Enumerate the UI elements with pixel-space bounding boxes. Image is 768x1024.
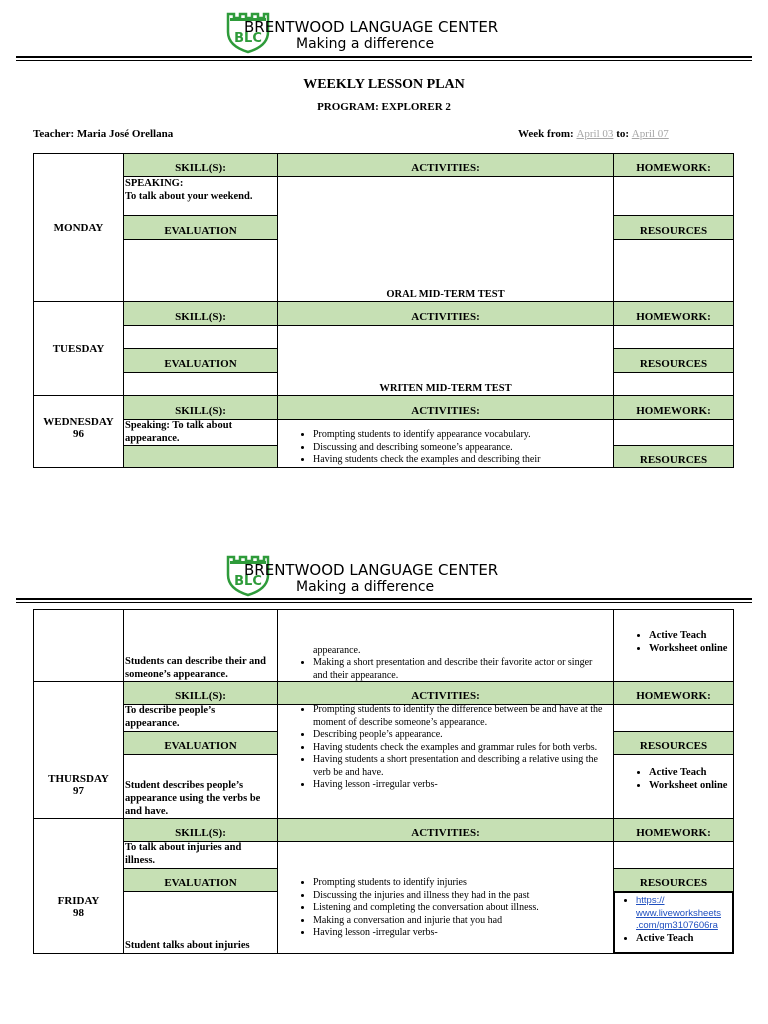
homework-header: HOMEWORK: — [613, 395, 734, 420]
resources-cell — [613, 372, 734, 396]
header-rule-thin — [16, 60, 752, 61]
resource-item: • Active Teach — [636, 933, 732, 946]
resource-item: • Active Teach — [649, 767, 733, 780]
day-cell-friday: FRIDAY 98 — [33, 818, 124, 954]
activity-item: • Having students check the examples and grammar rules for both verbs. — [313, 742, 611, 755]
homework-cell — [613, 704, 734, 732]
activities-list — [297, 704, 611, 792]
activities-cell — [277, 176, 614, 302]
evaluation-cell — [123, 372, 278, 396]
skills-header: SKILL(S): — [123, 153, 278, 177]
teacher-name: Teacher: Maria José Orellana — [33, 128, 174, 140]
evaluation-cell — [123, 239, 278, 302]
resources-list — [633, 630, 733, 655]
activities-list — [297, 429, 609, 467]
school-tagline: Making a difference — [296, 36, 435, 52]
day-cell-thursday: THURSDAY 97 — [33, 681, 124, 819]
activity-item: • Making a short presentation and describe their favorite actor or singer and their appearance. — [313, 657, 597, 682]
homework-header: HOMEWORK: — [613, 301, 734, 326]
activity-continued: appearance. — [313, 645, 361, 656]
evaluation-text: Student describes people’s appearance using the verbs be and have. — [125, 780, 261, 817]
homework-cell — [613, 176, 734, 216]
resource-link[interactable]: • https:// www.liveworksheets .com/gm3107606ra — [636, 895, 732, 933]
evaluation-header — [123, 445, 278, 468]
skills-header: SKILL(S): — [123, 681, 278, 705]
resources-list — [622, 895, 732, 945]
evaluation-header: EVALUATION — [123, 868, 278, 892]
day-cell-tuesday: TUESDAY — [33, 301, 124, 396]
evaluation-text: Students can describe their and someone’s appearance. — [125, 656, 266, 680]
resources-header: RESOURCES — [613, 868, 734, 892]
day-cell-continued — [33, 609, 124, 682]
resource-item: • Worksheet online — [649, 643, 733, 656]
homework-cell — [613, 325, 734, 349]
activity-item: • Having lesson -irregular verbs- — [313, 927, 611, 940]
resources-header: RESOURCES — [613, 348, 734, 373]
activity-item: • Making a conversation and injurie that you had — [313, 915, 611, 928]
svg-text:BLC: BLC — [234, 31, 262, 46]
homework-header: HOMEWORK: — [613, 153, 734, 177]
resource-item: • Active Teach — [649, 630, 733, 643]
day-cell-wednesday: WEDNESDAY 96 — [33, 395, 124, 468]
activities-header: ACTIVITIES: — [277, 395, 614, 420]
skill-title: SPEAKING: — [125, 178, 184, 189]
program-label: PROGRAM: EXPLORER 2 — [317, 101, 451, 113]
activity-item: • Discussing the injuries and illness they had in the past — [313, 890, 611, 903]
activities-list — [297, 657, 597, 682]
skills-header: SKILL(S): — [123, 395, 278, 420]
resources-header: RESOURCES — [613, 731, 734, 755]
evaluation-header: EVALUATION — [123, 731, 278, 755]
activity-item: • Listening and completing the conversation about illness. — [313, 902, 611, 915]
skill-text: To describe people’s appearance. — [125, 705, 216, 729]
activity-item: • Having students check the examples and describing their — [313, 454, 609, 467]
week-from-date: April 03 — [576, 128, 614, 140]
homework-header: HOMEWORK: — [613, 818, 734, 842]
resources-cell — [613, 239, 734, 302]
activity-item: • Describing people’s appearance. — [313, 729, 611, 742]
skill-text: To talk about your weekend. — [125, 191, 253, 202]
activity-item: • Prompting students to identify injuries — [313, 877, 611, 890]
activity-item: • Prompting students to identify the difference between be and have at the moment of describe someone’s appearance. — [313, 704, 611, 729]
svg-text:BLC: BLC — [234, 574, 262, 589]
school-name: BRENTWOOD LANGUAGE CENTER — [244, 18, 499, 36]
activities-header: ACTIVITIES: — [277, 301, 614, 326]
header-rule — [16, 56, 752, 58]
evaluation-header: EVALUATION — [123, 348, 278, 373]
activity-text: WRITEN MID-TERM TEST — [379, 383, 512, 394]
evaluation-text: Student talks about injuries — [125, 940, 250, 951]
skills-header: SKILL(S): — [123, 301, 278, 326]
resources-list — [633, 767, 733, 792]
resources-header: RESOURCES — [613, 215, 734, 240]
doc-title: WEEKLY LESSON PLAN — [303, 77, 465, 92]
activity-text: ORAL MID-TERM TEST — [386, 289, 505, 300]
header-rule-thin — [16, 602, 752, 603]
skill-cell — [123, 325, 278, 349]
activities-header: ACTIVITIES: — [277, 818, 614, 842]
activities-header: ACTIVITIES: — [277, 153, 614, 177]
school-name: BRENTWOOD LANGUAGE CENTER — [244, 561, 499, 579]
resource-item: • Worksheet online — [649, 780, 733, 793]
activity-item: • Discussing and describing someone’s appearance. — [313, 442, 609, 455]
skill-text: To talk about injuries and illness. — [125, 842, 242, 866]
skill-text: Speaking: To talk about appearance. — [125, 420, 233, 444]
activity-item: • Having students a short presentation and describing a relative using the verb be and have. — [313, 754, 611, 779]
activity-item: • Prompting students to identify appearance vocabulary. — [313, 429, 609, 442]
activities-header: ACTIVITIES: — [277, 681, 614, 705]
school-tagline: Making a difference — [296, 579, 435, 595]
week-range: Week from: April 03 to: April 07 — [518, 128, 669, 140]
header-rule — [16, 598, 752, 600]
day-cell-monday: MONDAY — [33, 153, 124, 302]
week-to-date: April 07 — [631, 128, 669, 140]
evaluation-header: EVALUATION — [123, 215, 278, 240]
activity-item: • Having lesson -irregular verbs- — [313, 779, 611, 792]
homework-cell — [613, 419, 734, 446]
homework-cell — [613, 841, 734, 869]
homework-header: HOMEWORK: — [613, 681, 734, 705]
activities-list — [297, 877, 611, 940]
skills-header: SKILL(S): — [123, 818, 278, 842]
resources-header: RESOURCES — [613, 445, 734, 468]
